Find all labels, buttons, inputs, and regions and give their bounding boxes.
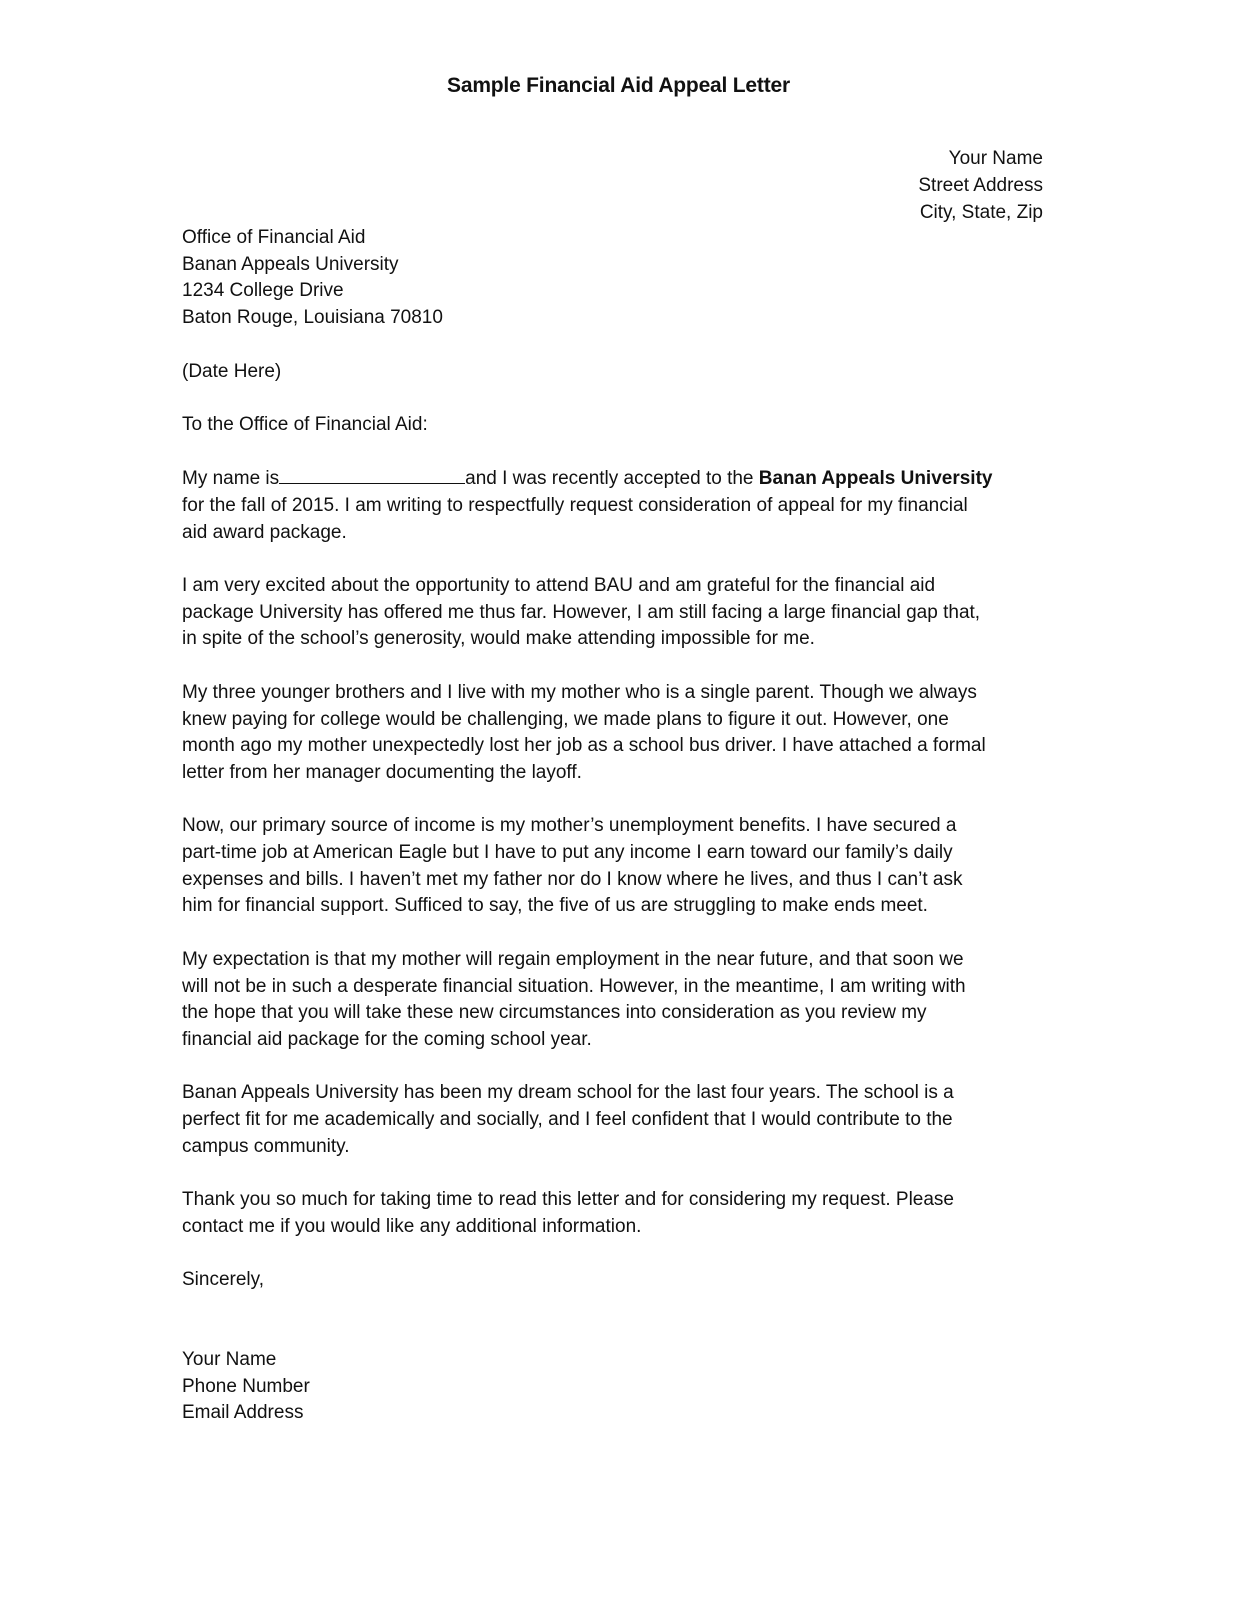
paragraph-gratitude bbox=[182, 573, 1052, 653]
signature-name: Your Name bbox=[182, 1348, 277, 1370]
sender-street: Street Address bbox=[918, 175, 1043, 196]
paragraph-line: perfect fit for me academically and socially, and I feel confident that I would contribute to the bbox=[182, 1109, 953, 1131]
letter-date: (Date Here) bbox=[182, 360, 282, 382]
paragraph-line: will not be in such a desperate financial situation. However, in the meantime, I am writing with bbox=[182, 975, 966, 997]
paragraph-line: contact me if you would like any additional information. bbox=[182, 1215, 642, 1237]
paragraph-line: the hope that you will take these new circumstances into consideration as you review my bbox=[182, 1002, 927, 1024]
paragraph-line: letter from her manager documenting the layoff. bbox=[182, 761, 582, 783]
university-name-bold: Banan Appeals University bbox=[758, 468, 993, 490]
recipient-line: 1234 College Drive bbox=[182, 280, 344, 302]
salutation: To the Office of Financial Aid: bbox=[182, 413, 428, 435]
signature-email: Email Address bbox=[182, 1402, 304, 1424]
sender-name: Your Name bbox=[948, 148, 1043, 169]
paragraph-line: Now, our primary source of income is my mother’s unemployment benefits. I have secured a bbox=[182, 815, 957, 837]
paragraph-line: for the fall of 2015. I am writing to respectfully request consideration of appeal for my financial bbox=[182, 494, 968, 516]
paragraph-line: in spite of the school’s generosity, would make attending impossible for me. bbox=[182, 628, 815, 650]
paragraph-line: campus community. bbox=[182, 1135, 350, 1157]
name-blank-line bbox=[279, 465, 465, 484]
recipient-line: Office of Financial Aid bbox=[182, 227, 366, 248]
paragraph-line: financial aid package for the coming school year. bbox=[182, 1028, 592, 1050]
paragraph-line: I am very excited about the opportunity to attend BAU and am grateful for the financial aid bbox=[182, 575, 936, 597]
paragraph-line: part-time job at American Eagle but I have to put any income I earn toward our family’s daily bbox=[182, 842, 953, 864]
paragraph-line: him for financial support. Sufficed to say, the five of us are struggling to make ends meet. bbox=[182, 895, 928, 917]
sender-address bbox=[918, 145, 1043, 226]
closing: Sincerely, bbox=[182, 1269, 265, 1291]
paragraph-line: expenses and bills. I haven’t met my father nor do I know where he lives, and thus I can’t ask bbox=[182, 868, 963, 890]
recipient-line: Baton Rouge, Louisiana 70810 bbox=[182, 307, 443, 329]
paragraph-family-situation bbox=[182, 680, 1052, 787]
signature-space bbox=[182, 1294, 1052, 1347]
recipient-line: Banan Appeals University bbox=[182, 253, 399, 275]
paragraph-line: aid award package. bbox=[182, 521, 347, 543]
paragraph-expectation bbox=[182, 947, 1052, 1054]
paragraph-line: My expectation is that my mother will regain employment in the near future, and that soon we bbox=[182, 948, 964, 970]
signature-phone: Phone Number bbox=[182, 1375, 310, 1397]
paragraph-introduction bbox=[182, 465, 1052, 546]
paragraph-line: My three younger brothers and I live with my mother who is a single parent. Though we always bbox=[182, 681, 977, 703]
letter-body bbox=[182, 225, 1052, 1427]
document-title: Sample Financial Aid Appeal Letter bbox=[447, 74, 790, 97]
sender-city-state-zip: City, State, Zip bbox=[919, 202, 1043, 223]
paragraph-dream-school bbox=[182, 1080, 1052, 1160]
intro-prefix: My name is bbox=[182, 468, 280, 490]
recipient-address bbox=[182, 225, 1052, 332]
paragraph-thank-you bbox=[182, 1187, 1052, 1240]
paragraph-income bbox=[182, 813, 1052, 920]
intro-middle: and I was recently accepted to the bbox=[465, 468, 759, 490]
paragraph-line: month ago my mother unexpectedly lost her job as a school bus driver. I have attached a formal bbox=[182, 735, 986, 757]
paragraph-line: package University has offered me thus far. However, I am still facing a large financial gap that, bbox=[182, 601, 981, 623]
paragraph-line: knew paying for college would be challenging, we made plans to figure it out. However, one bbox=[182, 708, 949, 730]
signature-block bbox=[182, 1347, 1052, 1427]
paragraph-line: Banan Appeals University has been my dream school for the last four years. The school is a bbox=[182, 1082, 954, 1104]
paragraph-line: Thank you so much for taking time to read this letter and for considering my request. Please bbox=[182, 1189, 954, 1211]
